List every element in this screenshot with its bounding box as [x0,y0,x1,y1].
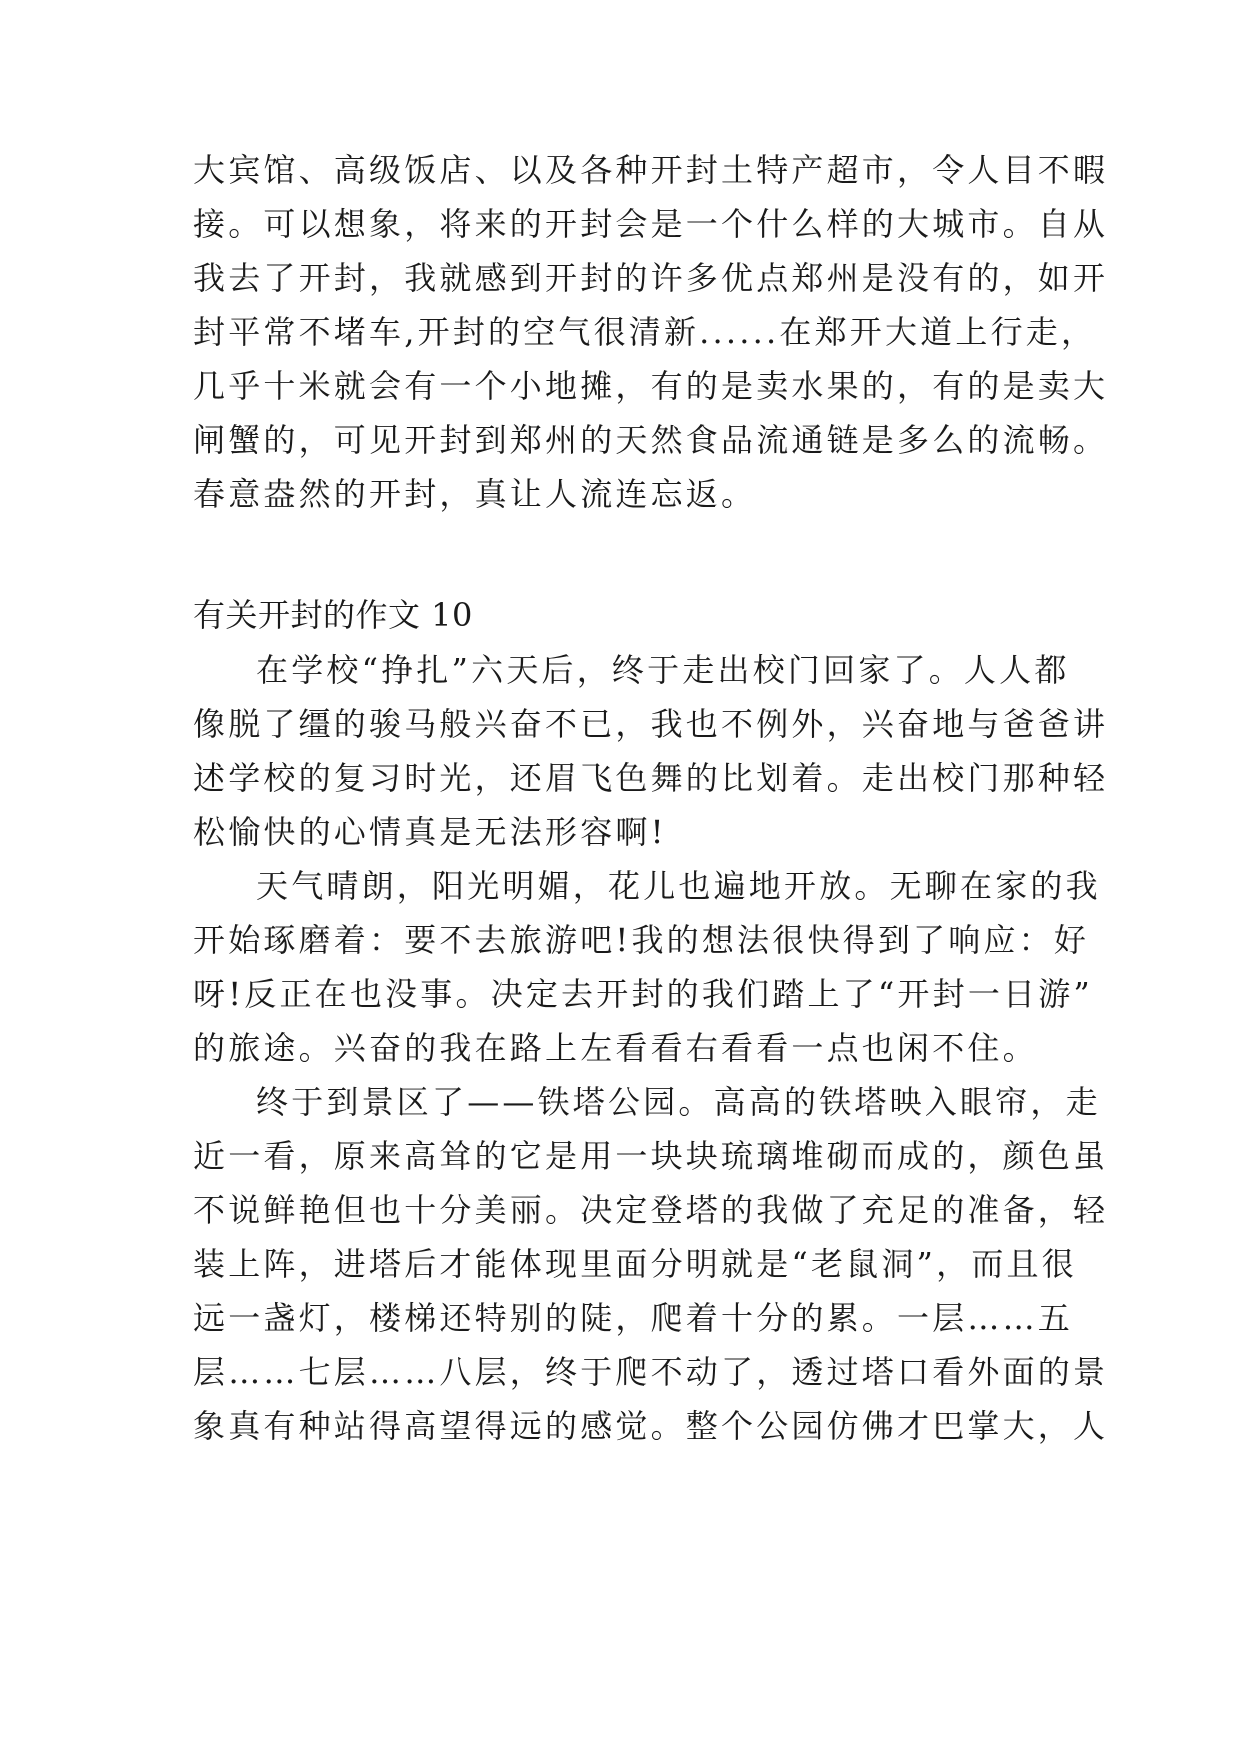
text-line: 开始琢磨着：要不去旅游吧!我的想法很快得到了响应：好 [193,921,1090,959]
text-line: 装上阵，进塔后才能体现里面分明就是“老鼠洞”，而且很 [193,1245,1077,1283]
text-line: 封平常不堵车,开封的空气很清新......在郑开大道上行走， [193,313,1097,351]
text-line: 呀!反正在也没事。决定去开封的我们踏上了“开封一日游” [193,975,1093,1013]
text-line: 在学校“挣扎”六天后，终于走出校门回家了。人人都 [256,651,1070,689]
text-line: 层……七层……八层，终于爬不动了，透过塔口看外面的景 [193,1353,1109,1391]
text-line: 象真有种站得高望得远的感觉。整个公园仿佛才巴掌大，人 [193,1407,1109,1445]
text-line: 接。可以想象，将来的开封会是一个什么样的大城市。自从 [193,205,1109,243]
text-line: 的旅途。兴奋的我在路上左看看右看看一点也闲不住。 [193,1029,1038,1067]
section-heading: 有关开封的作文 10 [193,596,473,634]
text-line: 大宾馆、高级饭店、以及各种开封土特产超市，令人目不暇 [193,151,1109,189]
text-line: 近一看，原来高耸的它是用一块块琉璃堆砌而成的，颜色虽 [193,1137,1109,1175]
text-line: 远一盏灯，楼梯还特别的陡，爬着十分的累。一层……五 [193,1299,1074,1337]
text-line: 几乎十米就会有一个小地摊，有的是卖水果的，有的是卖大 [193,367,1109,405]
text-line: 松愉快的心情真是无法形容啊! [193,813,667,851]
text-line: 像脱了缰的骏马般兴奋不已，我也不例外，兴奋地与爸爸讲 [193,705,1109,743]
text-line: 不说鲜艳但也十分美丽。决定登塔的我做了充足的准备，轻 [193,1191,1109,1229]
text-line: 我去了开封，我就感到开封的许多优点郑州是没有的，如开 [193,259,1109,297]
text-line: 闸蟹的，可见开封到郑州的天然食品流通链是多么的流畅。 [193,421,1109,459]
text-line: 春意盎然的开封，真让人流连忘返。 [193,475,757,513]
text-line: 述学校的复习时光，还眉飞色舞的比划着。走出校门那种轻 [193,759,1109,797]
text-line: 终于到景区了——铁塔公园。高高的铁塔映入眼帘，走 [256,1083,1101,1121]
text-line: 天气晴朗，阳光明媚，花儿也遍地开放。无聊在家的我 [256,867,1101,905]
